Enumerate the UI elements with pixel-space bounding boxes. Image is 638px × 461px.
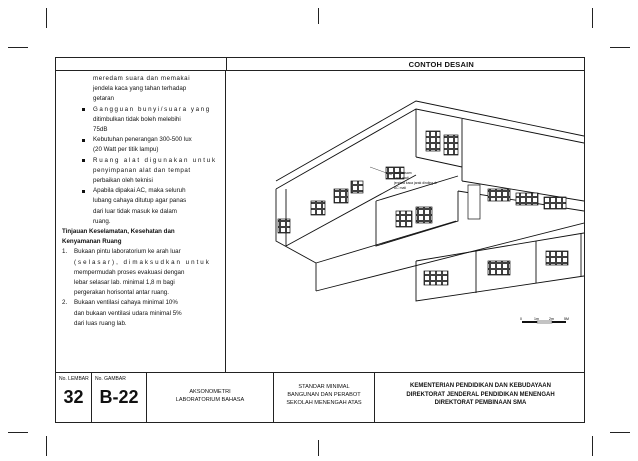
crop-mark xyxy=(592,8,593,28)
page-title: CONTOH DESAIN xyxy=(408,60,474,69)
text-line: jendela kaca yang tahan terhadap xyxy=(93,85,187,93)
standard-line: BANGUNAN DAN PERABOT xyxy=(287,392,361,398)
text-line: ditimbulkan tidak boleh melebihi xyxy=(93,115,181,123)
drawing-title-line: AKSONOMETRI xyxy=(189,389,231,395)
text-line: lebar selasar lab. minimal 1,8 m bagi xyxy=(74,279,175,287)
window xyxy=(311,201,325,215)
window xyxy=(444,135,458,155)
crop-mark xyxy=(592,436,593,456)
text-line: 75dB xyxy=(93,126,108,134)
bullet-item: Apabila dipakai AC, maka seluruh xyxy=(62,186,219,196)
field-label: No. GAMBAR xyxy=(95,376,126,382)
text-line: (selasar), dimaksudkan untuk xyxy=(74,258,211,266)
crop-mark xyxy=(610,47,630,48)
annotation: AC mati xyxy=(394,186,407,190)
wall-edge xyxy=(416,157,462,167)
partition-wall xyxy=(376,176,458,201)
bullet-item: Kebutuhan penerangan 300-500 lux xyxy=(62,135,219,145)
text-line: meredam suara dan memakai xyxy=(93,75,191,82)
scale-bar xyxy=(520,317,569,323)
floor-edge xyxy=(316,223,584,291)
standard-title xyxy=(274,383,374,407)
text-column xyxy=(56,71,226,373)
window xyxy=(488,189,510,201)
annotation: jendela kaca jarak dinding dr xyxy=(394,181,438,185)
text-line: pergerakan horisontal antar ruang. xyxy=(74,289,169,297)
text-line: ruang. xyxy=(93,217,111,225)
text-line: (20 Watt per titik lampu) xyxy=(93,146,159,154)
bullet-item: Gangguan bunyi/suara yang xyxy=(62,105,219,115)
window xyxy=(544,197,566,209)
standard-line: SEKOLAH MENENGAH ATAS xyxy=(286,400,362,406)
text-line: perbaikan oleh teknisi xyxy=(93,177,153,185)
item-text: Bukaan ventilasi cahaya minimal 10% xyxy=(74,299,178,307)
sheet-number: 32 xyxy=(63,387,84,407)
scale-label: 0 xyxy=(520,317,522,321)
section-heading: Tinjauan Keselamatan, Kesehatan dan xyxy=(62,228,175,236)
window xyxy=(396,211,412,227)
building-axonometry xyxy=(226,71,584,373)
field-label: No. LEMBAR xyxy=(59,376,89,382)
crop-mark xyxy=(46,436,47,456)
window xyxy=(426,131,440,151)
item-text: Bukaan pintu laboratorium ke arah luar xyxy=(74,248,181,256)
axonometric-drawing xyxy=(226,71,584,373)
drawing-number: B-22 xyxy=(99,387,139,407)
window xyxy=(416,207,432,223)
window xyxy=(546,251,568,265)
ministry-line: KEMENTERIAN PENDIDIKAN DAN KEBUDAYAAN xyxy=(410,383,551,389)
door xyxy=(468,185,480,219)
standard-line: STANDAR MINIMAL xyxy=(298,384,350,390)
numbered-item xyxy=(62,298,219,308)
window xyxy=(516,193,538,205)
annotation: bata kasam xyxy=(394,171,412,175)
text-line: dari luar tidak masuk ke dalam xyxy=(93,207,177,215)
crop-mark xyxy=(8,432,28,433)
numbered-item xyxy=(62,247,219,257)
scale-label: 2m xyxy=(549,317,554,321)
drawing-title xyxy=(147,388,273,404)
text-line: lubang cahaya ditutup agar panas xyxy=(93,197,187,205)
drawing-title-cell xyxy=(147,373,274,422)
window xyxy=(278,219,290,233)
crop-mark xyxy=(46,8,47,28)
window xyxy=(488,261,510,275)
drawing-number-cell xyxy=(92,373,147,422)
window xyxy=(424,271,448,285)
annotation: kaca mati xyxy=(394,176,409,180)
text-line: getaran xyxy=(93,95,114,103)
title-block xyxy=(56,372,584,422)
floor-edge xyxy=(316,221,456,263)
item-number: 2. xyxy=(62,299,68,307)
sheet-number-cell xyxy=(56,373,92,422)
ministry-line: DIREKTORAT PEMBINAAN SMA xyxy=(434,400,527,406)
sheet-frame xyxy=(55,57,585,423)
ministry-cell xyxy=(375,373,586,422)
bullet-item: Ruang alat digunakan untuk xyxy=(62,156,219,166)
section-heading: Kenyamanan Ruang xyxy=(62,238,122,246)
ministry-block xyxy=(375,382,586,408)
crop-mark xyxy=(318,8,319,24)
text-line: dan bukaan ventilasi udara minimal 5% xyxy=(74,309,182,317)
sheet-header xyxy=(56,58,584,71)
text-line: penyimpanan alat dan tempat xyxy=(93,166,191,174)
text-line: mempermudah proses evakuasi dengan xyxy=(74,268,185,276)
item-number: 1. xyxy=(62,248,68,256)
crop-mark xyxy=(8,47,28,48)
scale-label: 1m xyxy=(534,317,539,321)
standard-cell xyxy=(274,373,375,422)
text-line: dari luas ruang lab. xyxy=(74,319,127,327)
window xyxy=(334,189,348,203)
ministry-line: DIREKTORAT JENDERAL PENDIDIKAN MENENGAH xyxy=(406,391,555,398)
window xyxy=(351,181,363,193)
header-divider xyxy=(226,58,227,71)
crop-mark xyxy=(318,440,319,456)
crop-mark xyxy=(610,432,630,433)
scale-label: 5M xyxy=(564,317,569,321)
drawing-title-line: LABORATORIUM BAHASA xyxy=(175,397,245,403)
